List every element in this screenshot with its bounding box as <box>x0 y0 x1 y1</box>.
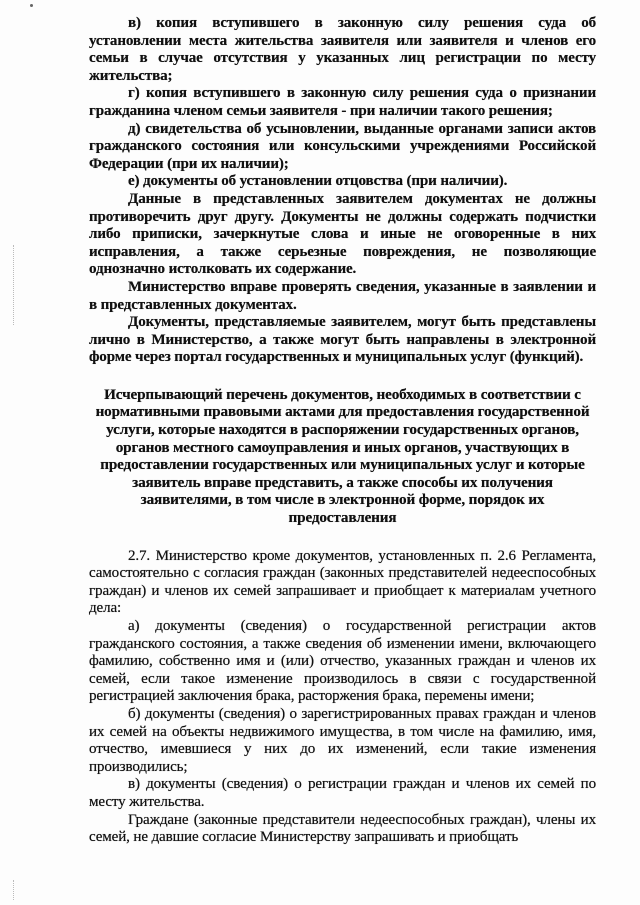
paragraph-item-g: г) копия вступившего в законную силу решения суда о признании гражданина членом семьи заявителя - при наличии такого решения; <box>89 85 596 119</box>
scan-margin-dots <box>13 880 16 900</box>
document-body <box>89 15 596 847</box>
paragraph-item-d: д) свидетельства об усыновлении, выданные органами записи актов гражданского состояния или консульскими учреждениями Российской Федерации (при их наличии); <box>89 120 596 172</box>
paragraph-item-v2: в) документы (сведения) о регистрации граждан и членов их семей по месту жительства. <box>89 776 596 810</box>
scan-margin-dots <box>13 245 16 325</box>
paragraph-submission: Документы, представляемые заявителем, могут быть представлены лично в Министерство, а также могут быть направлены в электронной форме через портал государственных и муниципальных услуг (функций). <box>89 314 596 366</box>
paragraph-citizens: Граждане (законные представители недееспособных граждан), члены их семей, не давшие согласие Министерству запрашивать и приобщать <box>89 811 596 846</box>
scan-speck <box>30 4 33 7</box>
paragraph-requirements: Данные в представленных заявителем документах не должны противоречить друг другу. Документы не должны содержать подчистки либо приписки, зачеркнутые слова и иные не оговоренные в них исправления, а также серьезные повреждения, не позволяющие однозначно истолковать их содержание. <box>89 190 596 278</box>
paragraph-2-7: 2.7. Министерство кроме документов, установленных п. 2.6 Регламента, самостоятельно с согласия граждан (законных представителей недееспособных граждан) и членов их семей запрашивает и приобщает к материалам учетного дела: <box>89 547 596 617</box>
paragraph-item-v: в) копия вступившего в законную силу решения суда об установлении места жительства заявителя или заявителя и членов его семьи в случае отсутствия у указанных лиц регистрации по месту жительства; <box>89 15 596 84</box>
paragraph-item-e: е) документы об установлении отцовства (при наличии). <box>128 173 508 190</box>
paragraph-item-b: б) документы (сведения) о зарегистрированных правах граждан и членов их семей на объекты недвижимого имущества, в том числе на фамилию, имя, отчество, имевшиеся у них до их изменений, если такие изменения производились; <box>89 705 596 775</box>
section-heading: Исчерпывающий перечень документов, необходимых в соответствии с нормативными правовыми актами для предоставления государственной услуги, которые находятся в распоряжении государственных органов, органов местного самоуправления и иных органов, участвующих в предоставлении государственных или муниципальных услуг и которые заявитель вправе представить, а также способы их получения заявителями, в том числе в электронной форме, порядок их предоставления <box>95 385 590 527</box>
paragraph-item-a: а) документы (сведения) о государственной регистрации актов гражданского состояния, а также сведения об изменении имени, включающего фамилию, собственно имя и (или) отчество, указанных граждан и членов их семей, если такое изменение производилось в связи с государственной регистрацией заключения брака, расторжения брака, перемены имени; <box>89 618 596 705</box>
paragraph-verification: Министерство вправе проверять сведения, указанные в заявлении и в представленных документах. <box>89 278 596 313</box>
